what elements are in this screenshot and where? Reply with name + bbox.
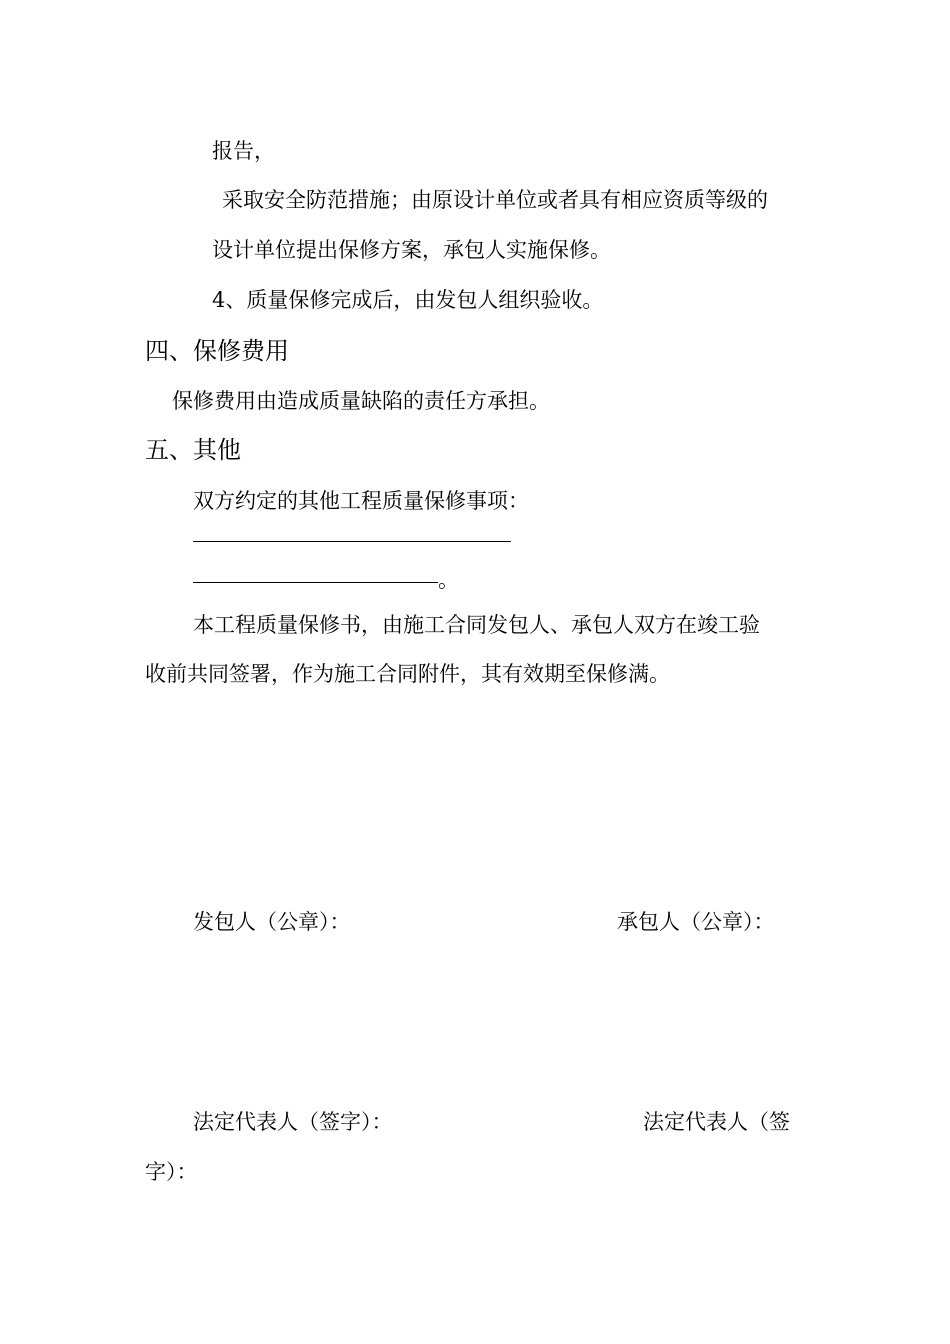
blank-line-1 (193, 541, 511, 542)
paragraph-safety-measures: 采取安全防范措施；由原设计单位或者具有相应资质等级的 (222, 188, 768, 212)
section-4-body: 保修费用由造成质量缺陷的责任方承担。 (172, 389, 550, 413)
closing-line-2: 收前共同签署，作为施工合同附件，其有效期至保修满。 (145, 662, 670, 686)
section-5-heading: 五、其他 (145, 436, 241, 464)
blank-line-2-period: 。 (438, 568, 459, 592)
contractor-representative-label: 法定代表人（签 (643, 1110, 790, 1134)
section-5-intro: 双方约定的其他工程质量保修事项： (193, 489, 529, 513)
section-4-heading: 四、保修费用 (145, 337, 289, 365)
closing-line-1: 本工程质量保修书，由施工合同发包人、承包人双方在竣工验 (193, 613, 760, 637)
contractor-representative-label-continued: 字）： (145, 1160, 198, 1184)
contractor-seal-label: 承包人（公章）： (617, 910, 775, 934)
employer-representative-label: 法定代表人（签字）： (193, 1110, 393, 1134)
employer-seal-label: 发包人（公章）： (193, 910, 351, 934)
paragraph-repair-plan: 设计单位提出保修方案，承包人实施保修。 (212, 238, 611, 262)
blank-line-2 (193, 582, 438, 583)
paragraph-acceptance: 4、质量保修完成后，由发包人组织验收。 (212, 288, 604, 312)
paragraph-report: 报告， (212, 139, 275, 163)
